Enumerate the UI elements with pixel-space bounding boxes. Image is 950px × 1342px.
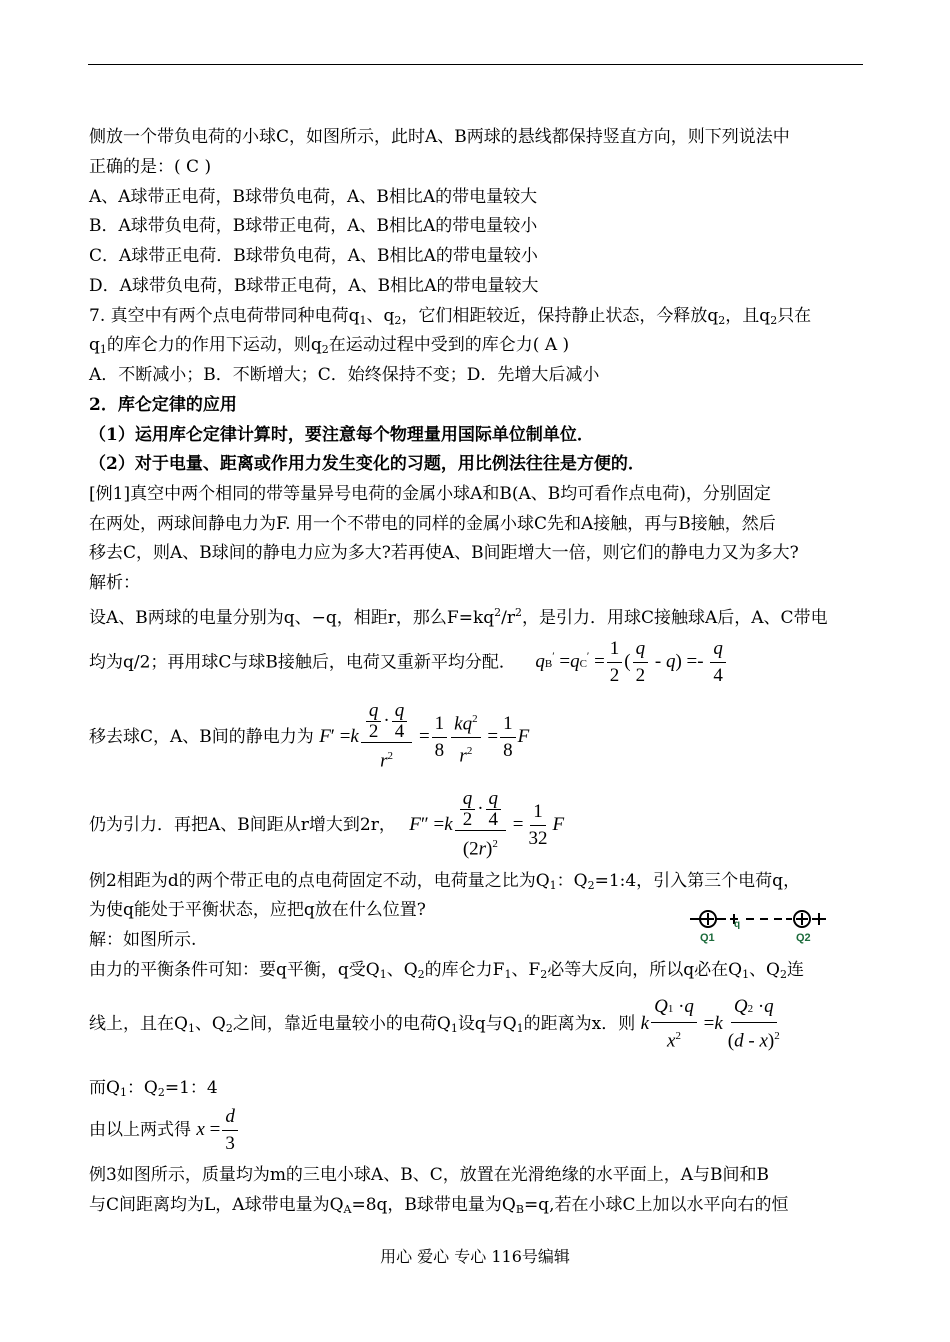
example-2-solution: 由力的平衡条件可知：要q平衡，q受$Q_1$、$Q_2$的库仑力$F_1$、$F_2$必等大反向，所以q必在$Q_1$、$Q_2$连	[89, 960, 804, 981]
example-3: 与C间距离均为L，A球带电量为$Q_A=8q$，B球带电量为$Q_B=q$,若在小球C上加以水平向右的恒	[89, 1195, 789, 1216]
solution-line: 均为q/2；再用球C与球B接触后，电荷又重新平均分配． qB′ =qC′ = $\frac{1}{2}$ ( $\frac{q}{2}$ - q) =- $\frac{q}{4}$	[89, 628, 728, 693]
text-line: 侧放一个带负电荷的小球C，如图所示，此时A、B两球的悬线都保持竖直方向，则下列说法中	[89, 127, 790, 147]
charge-line-figure	[688, 903, 838, 947]
formula-balance: k $\frac{Q1 \cdot q}{x^2}$ =k $\frac{Q2 \cdot q}{(d - x)^2}$	[640, 996, 780, 1052]
header-rule	[88, 64, 863, 65]
q1-label: Q1	[700, 932, 715, 944]
formula-result: x = $\frac{d}{3}$	[196, 1119, 239, 1140]
solution-line: 仍为引力．再把A、B间距从r增大到2r， F″ =k $\frac{q}{2}$ · $\frac{q}{4}$ $(2r)^2$ = $\frac{1}{32}$ F	[89, 787, 565, 860]
example-2-ratio: 而$Q_1$：$Q_2=1$：4	[89, 1078, 218, 1099]
page-footer: 用心 爱心 专心 116号编辑	[380, 1247, 570, 1266]
option-b: B．A球带负电荷，B球带正电荷，A、B相比A的带电量较小	[89, 216, 538, 236]
question-7: 7. 真空中有两个点电荷带同种电荷$q_1$、$q_2$，它们相距较近，保持静止状态，今释放$q_2$，且$q_2$只在	[89, 306, 812, 327]
analysis-label: 解析：	[89, 573, 140, 593]
section-heading: 2．库仑定律的应用	[89, 395, 237, 415]
question-7-cont: $q_1$的库仑力的作用下运动，则$q_2$在运动过程中受到的库仑力( A )	[89, 335, 570, 356]
example-1: 移去C，则A、B球间的静电力应为多大?若再使A、B间距增大一倍，则它们的静电力又为多大?	[89, 543, 799, 563]
section-point-1: （1）运用库仑定律计算时，要注意每个物理量用国际单位制单位．	[89, 425, 594, 445]
example-2-result: 由以上两式得 x = $\frac{d}{3}$	[89, 1102, 240, 1158]
formula-force-2: F″ =k $\frac{q}{2}$ · $\frac{q}{4}$ $(2r)^2$ = $\frac{1}{32}$ F	[409, 787, 565, 860]
example-2: 解：如图所示.	[89, 930, 197, 950]
solution-line: 设A、B两球的电量分别为q、−q，相距r，那么$F=kq^2/r^2$，是引力．用球C接触球A后，A、C带电	[89, 606, 828, 628]
example-1: 在两处，两球间静电力为F. 用一个不带电的同样的金属小球C先和A接触，再与B接触，然后	[89, 514, 776, 534]
section-point-2: （2）对于电量、距离或作用力发生变化的习题，用比例法往往是方便的．	[89, 454, 645, 474]
text-line: 正确的是：( C )	[89, 157, 212, 177]
example-2: 为使q能处于平衡状态，应把q放在什么位置?	[89, 900, 426, 920]
example-1: [例1]真空中两个相同的带等量异号电荷的金属小球A和B(A、B均可看作点电荷)，分别固定	[89, 484, 771, 504]
example-3: 例3如图所示，质量均为m的三电小球A、B、C，放置在光滑绝缘的水平面上，A与B间和B	[89, 1165, 769, 1185]
q2-label: Q2	[796, 932, 811, 944]
charge-diagram	[688, 903, 838, 947]
example-2-solution: 线上，且在$Q_1$、$Q_2$之间，靠近电量较小的电荷$Q_1$设q与$Q_1$的距离为x．则 k $\frac{Q1 \cdot q}{x^2}$ =k $\frac{Q2 \cdot q}{(d - x)^2}$	[89, 992, 785, 1061]
formula-force-1: F′ =k $\frac{q}{2}$ · $\frac{q}{4}$ $r^2$ = $\frac{1}{8}$ $\frac{kq^2}{r^2}$ = $\frac{1}{8}$ F	[319, 699, 530, 772]
option-c: C．A球带正电荷．B球带负电荷，A、B相比A的带电量较小	[89, 246, 538, 266]
example-2: 例2相距为d的两个带正电的点电荷固定不动，电荷量之比为$Q_1$：$Q_2=1:4$，引入第三个电荷q，	[89, 871, 801, 892]
option-a: A、A球带正电荷，B球带负电荷，A、B相比A的带电量较大	[89, 187, 538, 207]
question-7-options: A．不断减小；B．不断增大；C．始终保持不变；D．先增大后减小	[89, 365, 600, 385]
solution-line: 移去球C，A、B间的静电力为 F′ =k $\frac{q}{2}$ · $\frac{q}{4}$ $r^2$ = $\frac{1}{8}$ $\frac{kq^2}{r^2}$ = $\frac{1}{8}$ F	[89, 699, 530, 772]
q-label: q	[734, 919, 741, 930]
option-d: D．A球带负电荷，B球带正电荷，A、B相比A的带电量较大	[89, 276, 539, 296]
formula-charge: qB′ =qC′ = $\frac{1}{2}$ ( $\frac{q}{2}$ - q) =- $\frac{q}{4}$	[535, 651, 727, 672]
